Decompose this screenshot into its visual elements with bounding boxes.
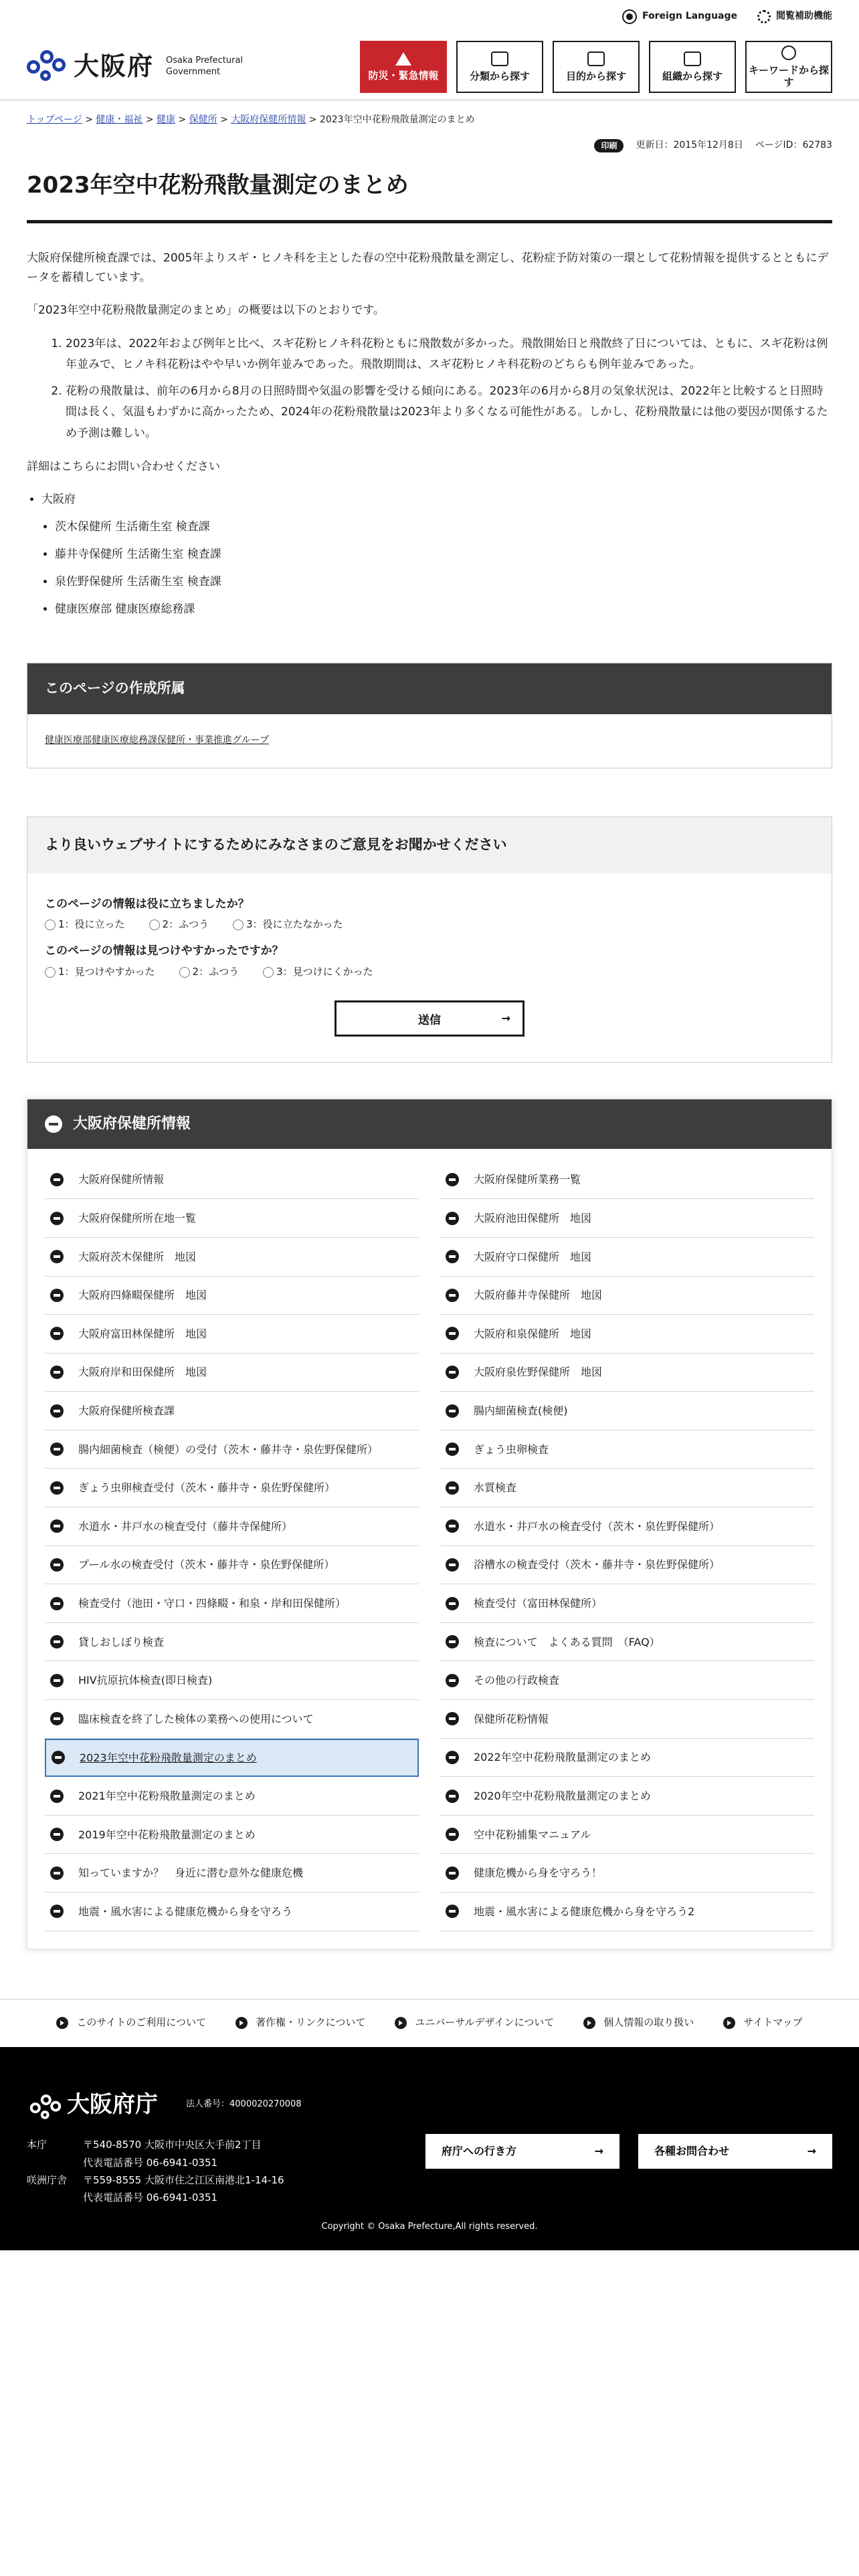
related-link[interactable]: 水道水・井戸水の検査受付（藤井寺保健所） [45, 1507, 419, 1546]
related-link[interactable]: 保健所花粉情報 [440, 1700, 814, 1739]
minus-circle-icon [50, 1712, 64, 1725]
minus-circle-icon [50, 1635, 64, 1648]
related-link[interactable]: 浴槽水の検査受付（茨木・藤井寺・泉佐野保健所） [440, 1546, 814, 1585]
minus-circle-icon [446, 1558, 459, 1572]
related-link[interactable]: ぎょう虫卵検査 [440, 1430, 814, 1469]
minus-circle-icon [446, 1173, 459, 1186]
minus-circle-icon [446, 1905, 459, 1918]
minus-circle-icon [446, 1674, 459, 1687]
minus-circle-icon [50, 1366, 64, 1379]
breadcrumb-link[interactable]: 健康・福祉 [96, 114, 143, 125]
inquiry-button[interactable]: 各種お問合わせ → [638, 2134, 832, 2169]
warning-icon [395, 52, 411, 66]
minus-circle-icon [50, 1558, 64, 1572]
search-icon [781, 45, 796, 60]
related-link[interactable]: 水道水・井戸水の検査受付（茨木・泉佐野保健所） [440, 1507, 814, 1546]
radio-icon[interactable] [45, 920, 56, 930]
nav-category-button[interactable]: 分類から探す [456, 41, 543, 93]
summary-item: 1. 2023年は、2022年および例年と比べ、スギ花粉ヒノキ科花粉ともに飛散数が多かった。飛散開始日と飛散終了日については、ともに、スギ花粉は例年並みで、ヒノキ科花粉はやや早いか例年並みであった。飛散期間は、スギ花粉ヒノキ科花粉のどちらも例年並みであった。 [66, 334, 832, 376]
related-link[interactable]: 大阪府藤井寺保健所 地図 [440, 1277, 814, 1315]
related-link[interactable]: 大阪府四條畷保健所 地図 [45, 1277, 419, 1315]
related-link[interactable]: 検査受付（富田林保健所） [440, 1584, 814, 1623]
related-links [27, 1099, 832, 1949]
related-link[interactable]: 知っていますか？ 身近に潜む意外な健康危機 [45, 1854, 419, 1893]
arrow-circle-icon [235, 2017, 248, 2029]
print-button[interactable]: 印刷 [594, 139, 624, 152]
nav-org-button[interactable]: 組織から探す [649, 41, 736, 93]
radio-q2-opt2[interactable]: 2：ふつう [179, 964, 240, 981]
arrow-right-icon: → [807, 2145, 816, 2158]
accessibility-link[interactable]: 閲覧補助機能 [757, 9, 832, 25]
main-content [0, 223, 859, 619]
minus-circle-icon [50, 1790, 64, 1803]
breadcrumb-link[interactable]: トップページ [27, 114, 82, 125]
minus-circle-icon [50, 1519, 64, 1533]
radio-icon[interactable] [233, 920, 244, 930]
related-link[interactable]: 腸内細菌検査(検便) [440, 1392, 814, 1430]
footer-link[interactable]: 著作権・リンクについて [235, 2014, 365, 2032]
minus-circle-icon [446, 1442, 459, 1456]
minus-circle-icon [446, 1481, 459, 1495]
collapse-icon [45, 1115, 62, 1133]
arrow-right-icon: → [594, 2145, 603, 2158]
arrow-circle-icon [723, 2017, 735, 2029]
dept-heading: このページの作成所属 [27, 663, 832, 714]
related-link[interactable]: 大阪府岸和田保健所 地図 [45, 1354, 419, 1392]
lead-text: 「2023年空中花粉飛散量測定のまとめ」の概要は以下のとおりです。 [27, 303, 385, 317]
related-link[interactable]: 空中花粉捕集マニュアル [440, 1816, 814, 1854]
foreign-language-link[interactable]: Foreign Language [622, 9, 737, 25]
footer-link[interactable]: このサイトのご利用について [56, 2014, 206, 2032]
minus-circle-icon [446, 1366, 459, 1379]
contact-item: • 泉佐野保健所 生活衛生室 検査課 [55, 572, 832, 592]
related-link[interactable]: 大阪府茨木保健所 地図 [45, 1238, 419, 1277]
breadcrumb-link[interactable]: 保健所 [189, 114, 217, 125]
minus-circle-icon [50, 1212, 64, 1225]
arrow-right-icon: → [501, 1012, 510, 1025]
related-link[interactable]: 検査について よくある質問 （FAQ） [440, 1623, 814, 1662]
intro-text: 大阪府保健所検査課では、2005年よりスギ・ヒノキ科を主とした春の空中花粉飛散量を測定し、花粉症予防対策の一環として花粉情報を提供するとともにデータを蓄積しています。 [27, 251, 829, 285]
site-header [0, 33, 859, 100]
radio-icon[interactable] [45, 967, 56, 978]
logo-name: 大阪府 [74, 51, 155, 82]
minus-circle-icon [446, 1635, 459, 1648]
copyright: Copyright © Osaka Prefecture,All rights reserved. [321, 2221, 538, 2232]
related-link[interactable]: 大阪府富田林保健所 地図 [45, 1315, 419, 1354]
minus-circle-icon [446, 1712, 459, 1725]
related-link[interactable]: 健康危機から身を守ろう！ [440, 1854, 814, 1893]
radio-q1-opt2[interactable]: 2：ふつう [149, 916, 209, 934]
related-link[interactable]: 大阪府守口保健所 地図 [440, 1238, 814, 1277]
minus-circle-icon [52, 1751, 65, 1764]
site-logo[interactable] [27, 45, 243, 88]
related-link[interactable]: プール水の検査受付（茨木・藤井寺・泉佐野保健所） [45, 1546, 419, 1585]
related-link[interactable]: 腸内細菌検査（検便）の受付（茨木・藤井寺・泉佐野保健所） [45, 1430, 419, 1469]
survey-heading: より良いウェブサイトにするためにみなさまのご意見をお聞かせください [27, 817, 832, 873]
dept-box [27, 663, 832, 768]
purpose-icon [587, 51, 605, 66]
logo-mark-icon [30, 2095, 56, 2116]
arrow-circle-icon [395, 2017, 407, 2029]
global-nav [360, 41, 832, 93]
minus-circle-icon [50, 1866, 64, 1880]
breadcrumb-current: 2023年空中花粉飛散量測定のまとめ [319, 114, 475, 125]
minus-circle-icon [50, 1404, 64, 1418]
minus-circle-icon [50, 1674, 64, 1687]
gear-icon [757, 10, 771, 23]
related-link[interactable]: 大阪府池田保健所 地図 [440, 1199, 814, 1238]
minus-circle-icon [50, 1597, 64, 1610]
related-link[interactable]: ぎょう虫卵検査受付（茨木・藤井寺・泉佐野保健所） [45, 1469, 419, 1507]
minus-circle-icon [446, 1828, 459, 1841]
radio-q1-opt1[interactable]: 1：役に立った [45, 916, 125, 934]
minus-circle-icon [446, 1212, 459, 1225]
radio-q2-opt3[interactable]: 3：見つけにくかった [263, 964, 373, 981]
survey-form [27, 817, 832, 1063]
org-icon [684, 51, 701, 66]
radio-icon[interactable] [263, 967, 274, 978]
radio-icon[interactable] [149, 920, 160, 930]
breadcrumb: トップページ > 健康・福祉 > 健康 > 保健所 > 大阪府保健所情報 > 2023年空中花粉飛散量測定のまとめ [27, 114, 475, 125]
updated-date: 更新日：2015年12月8日 [636, 139, 743, 150]
minus-circle-icon [50, 1905, 64, 1918]
radio-q2-opt1[interactable]: 1：見つけやすかった [45, 964, 155, 981]
related-link[interactable]: 2022年空中花粉飛散量測定のまとめ [440, 1739, 814, 1778]
related-link[interactable]: 地震・風水害による健康危機から身を守ろう2 [440, 1893, 814, 1931]
radio-q1-opt3[interactable]: 3：役に立たなかった [233, 916, 343, 934]
summary-item: 2. 花粉の飛散量は、前年の6月から8月の日照時間や気温の影響を受ける傾向にある。2023年の6月から8月の気象状況は、2022年と比較すると日照時間は長く、気温もわずかに高かったため、2024年の花粉飛散量は2023年より多くなる可能性がある。しかし、花粉飛散量には他の要因が関係するため予測は難しい。 [66, 381, 832, 444]
survey-question-2: このページの情報は見つけやすかったですか？ [45, 944, 284, 958]
footer-name: 大阪府庁 [67, 2090, 158, 2118]
related-link[interactable]: 2019年空中花粉飛散量測定のまとめ [45, 1816, 419, 1854]
breadcrumb-link[interactable]: 健康 [157, 114, 176, 125]
related-link[interactable]: 貸しおしぼり検査 [45, 1623, 419, 1662]
footer-link[interactable]: 個人情報の取り扱い [583, 2014, 694, 2032]
arrow-circle-icon [56, 2017, 68, 2029]
contact-item: • 藤井寺保健所 生活衛生室 検査課 [55, 545, 832, 564]
related-grid [27, 1149, 832, 1949]
contact-root: 大阪府 [41, 492, 76, 506]
contact-item: • 健康医療部 健康医療総務課 [55, 600, 832, 619]
minus-circle-icon [50, 1173, 64, 1186]
minus-circle-icon [446, 1519, 459, 1533]
utility-bar [0, 0, 859, 33]
related-link[interactable]: 大阪府保健所所在地一覧 [45, 1199, 419, 1238]
nav-purpose-button[interactable]: 目的から探す [553, 41, 640, 93]
contact-item: • 茨木保健所 生活衛生室 検査課 [55, 518, 832, 537]
related-link[interactable]: 2020年空中花粉飛散量測定のまとめ [440, 1777, 814, 1816]
footer-link[interactable]: ユニバーサルデザインについて [395, 2014, 554, 2032]
related-heading[interactable]: 大阪府保健所情報 [27, 1099, 832, 1148]
breadcrumb-link[interactable]: 大阪府保健所情報 [231, 114, 306, 125]
minus-circle-icon [446, 1866, 459, 1880]
access-button[interactable]: 府庁への行き方 → [425, 2134, 619, 2169]
minus-circle-icon [446, 1327, 459, 1340]
minus-circle-icon [50, 1289, 64, 1302]
submit-button[interactable]: 送信 → [335, 1000, 524, 1037]
related-link[interactable]: 大阪府和泉保健所 地図 [440, 1315, 814, 1354]
nav-disaster-button[interactable]: 防災・緊急情報 [360, 41, 447, 93]
arrow-circle-icon [583, 2017, 595, 2029]
radio-icon[interactable] [179, 967, 190, 978]
related-link[interactable]: 2023年空中花粉飛散量測定のまとめ [45, 1739, 419, 1778]
related-link[interactable]: 大阪府保健所情報 [45, 1161, 419, 1200]
footer-address: 本庁 〒540-8570 大阪市中央区大手前2丁目 代表電話番号 06-6941-0351 咲洲庁舎 〒559-8555 大阪市住之江区南港北1-14-16 代表電話番号 06-6941-0351 [27, 2139, 284, 2204]
footer-logo [27, 2086, 832, 2125]
related-link[interactable]: その他の行政検査 [440, 1661, 814, 1700]
minus-circle-icon [446, 1597, 459, 1610]
related-link[interactable]: 大阪府泉佐野保健所 地図 [440, 1354, 814, 1392]
minus-circle-icon [50, 1481, 64, 1495]
contact-list [41, 490, 832, 619]
minus-circle-icon [50, 1828, 64, 1841]
minus-circle-icon [446, 1404, 459, 1418]
survey-question-1: このページの情報は役に立ちましたか？ [45, 897, 250, 911]
minus-circle-icon [446, 1250, 459, 1263]
nav-keyword-button[interactable]: キーワードから探す [745, 41, 832, 93]
related-link[interactable]: 水質検査 [440, 1469, 814, 1507]
minus-circle-icon [446, 1751, 459, 1764]
related-link[interactable]: 大阪府保健所検査課 [45, 1392, 419, 1430]
contact-lead: 詳細はこちらにお問い合わせください [27, 460, 220, 474]
minus-circle-icon [446, 1289, 459, 1302]
related-link[interactable]: 2021年空中花粉飛散量測定のまとめ [45, 1777, 419, 1816]
minus-circle-icon [446, 1790, 459, 1803]
related-link[interactable]: HIV抗原抗体検査(即日検査) [45, 1661, 419, 1700]
logo-mark-icon [27, 50, 67, 84]
minus-circle-icon [50, 1327, 64, 1340]
summary-list [66, 334, 832, 444]
dept-link[interactable]: 健康医療部健康医療総務課保健所・事業推進グループ [45, 735, 269, 746]
page-meta [0, 128, 859, 154]
related-link[interactable]: 検査受付（池田・守口・四條畷・和泉・岸和田保健所） [45, 1584, 419, 1623]
globe-icon [622, 9, 637, 24]
footer-nav [0, 1999, 859, 2047]
minus-circle-icon [50, 1250, 64, 1263]
related-link[interactable]: 地震・風水害による健康危機から身を守ろう [45, 1893, 419, 1931]
minus-circle-icon [50, 1442, 64, 1456]
site-footer [0, 2047, 859, 2250]
footer-link[interactable]: サイトマップ [723, 2014, 802, 2032]
page-id: ページID：62783 [755, 139, 832, 150]
related-link[interactable]: 臨床検査を終了した検体の業務への使用について [45, 1700, 419, 1739]
corp-number: 法人番号：4000020270008 [186, 2099, 302, 2110]
logo-english: Osaka Prefectural Government [166, 55, 244, 77]
page-title: 2023年空中花粉飛散量測定のまとめ [27, 170, 832, 224]
related-link[interactable]: 大阪府保健所業務一覧 [440, 1161, 814, 1200]
category-icon [491, 51, 508, 66]
